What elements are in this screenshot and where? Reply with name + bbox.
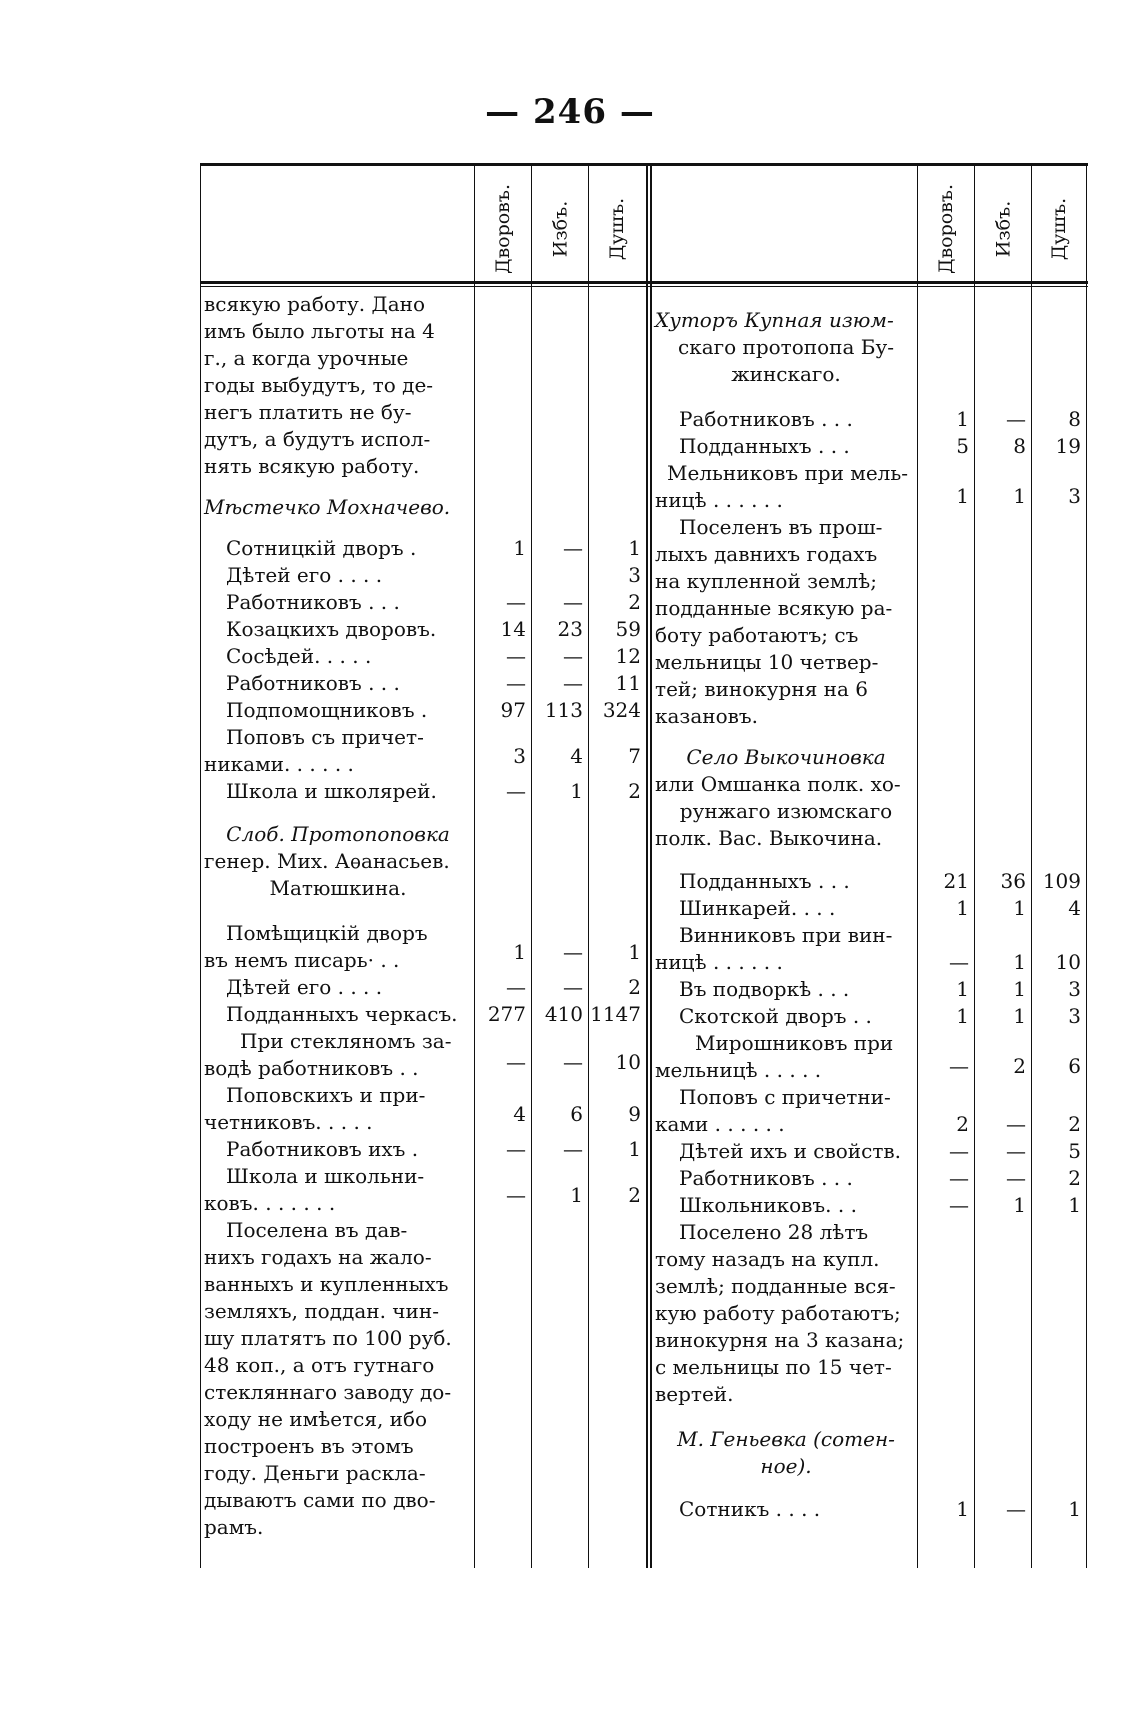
kupnaya-note-line: тей; винокурня на 6 — [655, 677, 868, 701]
shkola-row-dvorov: — — [506, 779, 526, 803]
vykochinovka-row-dvorov: 1 — [956, 1004, 969, 1028]
header-izb-right: Избъ. — [992, 200, 1014, 258]
mohnachevo-row-dvorov: 97 — [500, 698, 526, 722]
mohnachevo-row-dush: 3 — [628, 563, 641, 587]
kupnaya-note-line: казановъ. — [655, 704, 758, 728]
closing-note-line: году. Деньги раскла- — [204, 1461, 426, 1485]
genevka-row-dush: 1 — [1068, 1497, 1081, 1521]
miroshnik-row-izb: 2 — [1013, 1054, 1026, 1078]
steklo-row-dush: 10 — [615, 1050, 641, 1074]
pomeshchik-line: въ немъ писарь· . . — [204, 948, 400, 972]
rabotnikov-row-label: Работниковъ ихъ . — [226, 1137, 419, 1161]
table-right-rule — [1086, 163, 1087, 1568]
rabotnikov-row-dush: 1 — [628, 1137, 641, 1161]
mohnachevo-row-dush: 11 — [615, 671, 641, 695]
popov-line: Поповъ с причетни- — [679, 1085, 891, 1109]
place-heading: рунжаго изюмскаго — [679, 799, 893, 823]
mohnachevo-row-izb: — — [563, 590, 583, 614]
vinnik-row-izb: 1 — [1013, 950, 1026, 974]
closing-note-line: рамъ. — [204, 1515, 264, 1539]
vykochinovka-row-label: Подданныхъ . . . — [679, 869, 850, 893]
place-heading: или Омшанка полк. хо- — [655, 772, 901, 796]
miroshnik-line: мельницѣ . . . . . — [655, 1058, 822, 1082]
protopopovka-row-dush: 1147 — [590, 1002, 641, 1026]
place-heading: Хуторъ Купная изюм- — [655, 308, 894, 332]
vinnik-line: ницѣ . . . . . . — [655, 950, 783, 974]
vykochinovka-row-izb: 1 — [1013, 1193, 1026, 1217]
popovskih-line: четниковъ. . . . . — [204, 1110, 373, 1134]
vykochinovka-row-dush: 3 — [1068, 977, 1081, 1001]
closing-note-line: ходу не имѣется, ибо — [204, 1407, 428, 1431]
vykochinovka-note-line: вертей. — [655, 1382, 734, 1406]
mohnachevo-row-dush: 2 — [628, 590, 641, 614]
shkola2-line: Школа и школьни- — [226, 1164, 425, 1188]
place-heading: генер. Мих. Аѳанасьев. — [204, 849, 450, 873]
vykochinovka-row-dvorov: 1 — [956, 896, 969, 920]
shkola2-row-izb: 1 — [570, 1183, 583, 1207]
place-heading: скаго протопопа Бу- — [678, 335, 894, 359]
col-rule — [917, 163, 918, 1568]
pomeshchik-row-dvorov: 1 — [513, 940, 526, 964]
intro-text-line: негъ платить не бу- — [204, 400, 412, 424]
steklo-row-izb: — — [563, 1050, 583, 1074]
popov-row-izb: 4 — [570, 744, 583, 768]
closing-note-line: шу платятъ по 100 руб. — [204, 1326, 452, 1350]
pomeshchik-row-izb: — — [563, 940, 583, 964]
vykochinovka-row-izb: 1 — [1013, 896, 1026, 920]
closing-note-line: земляхъ, поддан. чин- — [204, 1299, 439, 1323]
place-heading: Матюшкина. — [269, 876, 407, 900]
mohnachevo-row-izb: 23 — [557, 617, 583, 641]
header-dvorov-right: Дворовъ. — [935, 183, 958, 275]
header-rule-thin — [200, 286, 1088, 287]
place-heading: ное). — [760, 1454, 812, 1478]
rabotnikov-row-dvorov: — — [506, 1137, 526, 1161]
vykochinovka-row-dush: 5 — [1068, 1139, 1081, 1163]
popov-line: Поповъ съ причет- — [226, 725, 424, 749]
place-heading: жинскаго. — [731, 362, 841, 386]
kupnaya-row-dush: 8 — [1068, 407, 1081, 431]
vykochinovka-row-label: Шинкарей. . . . — [679, 896, 836, 920]
vykochinovka-row-izb: 36 — [1000, 869, 1026, 893]
melnik-row-izb: 1 — [1013, 484, 1026, 508]
mohnachevo-row-label: Работниковъ . . . — [226, 590, 400, 614]
intro-text-line: нять всякую работу. — [204, 454, 420, 478]
popov-row-dush: 2 — [1068, 1112, 1081, 1136]
miroshnik-row-dvorov: — — [949, 1054, 969, 1078]
miroshnik-row-dush: 6 — [1068, 1054, 1081, 1078]
closing-note-line: нихъ годахъ на жало- — [204, 1245, 432, 1269]
col-rule — [1031, 163, 1032, 1568]
kupnaya-row-label: Подданныхъ . . . — [679, 434, 850, 458]
pomeshchik-line: Помѣщицкій дворъ — [226, 921, 428, 945]
header-izb-left: Избъ. — [549, 200, 571, 258]
page-number: — 246 — — [485, 92, 655, 132]
mohnachevo-row-izb: — — [563, 671, 583, 695]
header-dush-right: Душъ. — [1048, 197, 1071, 261]
col-rule — [588, 163, 589, 1568]
genevka-row-izb: — — [1006, 1497, 1026, 1521]
kupnaya-note-line: мельницы 10 четвер- — [655, 650, 879, 674]
genevka-row-label: Сотникъ . . . . — [679, 1497, 821, 1521]
kupnaya-row-dvorov: 1 — [956, 407, 969, 431]
intro-text-line: годы выбудутъ, то де- — [204, 373, 434, 397]
melnik-row-dush: 3 — [1068, 484, 1081, 508]
protopopovka-row-dvorov: — — [506, 975, 526, 999]
col-rule — [474, 163, 475, 1568]
table-top-rule — [200, 163, 1088, 166]
protopopovka-row-dvorov: 277 — [487, 1002, 526, 1026]
place-heading: Село Выкочиновка — [686, 745, 886, 769]
kupnaya-row-dvorov: 5 — [956, 434, 969, 458]
mohnachevo-row-label: Работниковъ . . . — [226, 671, 400, 695]
protopopovka-row-label: Подданныхъ черкасъ. — [226, 1002, 458, 1026]
mohnachevo-row-label: Козацкихъ дворовъ. — [226, 617, 437, 641]
mohnachevo-row-izb: 113 — [544, 698, 583, 722]
vykochinovka-row-izb: 1 — [1013, 977, 1026, 1001]
vykochinovka-row-dvorov: — — [949, 1193, 969, 1217]
col-rule — [974, 163, 975, 1568]
mohnachevo-row-dvorov: — — [506, 644, 526, 668]
shkola-row-izb: 1 — [570, 779, 583, 803]
kupnaya-note-line: Поселенъ въ прош- — [679, 515, 883, 539]
intro-text-line: г., а когда урочные — [204, 346, 409, 370]
popovskih-row-dush: 9 — [628, 1102, 641, 1126]
mohnachevo-row-label: Сосѣдей. . . . . — [226, 644, 372, 668]
vykochinovka-row-label: Работниковъ . . . — [679, 1166, 853, 1190]
vykochinovka-note-line: землѣ; подданные вся- — [655, 1274, 896, 1298]
shkola2-line: ковъ. . . . . . . — [204, 1191, 336, 1215]
table-left-rule — [200, 163, 201, 1568]
protopopovka-row-label: Дѣтей его . . . . — [226, 975, 383, 999]
mohnachevo-row-label: Сотницкій дворъ . — [226, 536, 417, 560]
header-dush-left: Душъ. — [606, 197, 629, 261]
kupnaya-row-izb: 8 — [1013, 434, 1026, 458]
kupnaya-note-line: подданные всякую ра- — [655, 596, 893, 620]
mohnachevo-row-dush: 59 — [615, 617, 641, 641]
shkola-row-label: Школа и школярей. — [226, 779, 437, 803]
genevka-row-dvorov: 1 — [956, 1497, 969, 1521]
pomeshchik-row-dush: 1 — [628, 940, 641, 964]
protopopovka-row-dush: 2 — [628, 975, 641, 999]
vykochinovka-row-label: Въ подворкѣ . . . — [679, 977, 850, 1001]
miroshnik-line: Мирошниковъ при — [695, 1031, 894, 1055]
vinnik-line: Винниковъ при вин- — [679, 923, 893, 947]
center-double-rule — [646, 163, 652, 1568]
melnik-row-dvorov: 1 — [956, 484, 969, 508]
vykochinovka-row-izb: — — [1006, 1139, 1026, 1163]
protopopovka-row-izb: 410 — [544, 1002, 583, 1026]
closing-note-line: стекляннаго заводу до- — [204, 1380, 452, 1404]
mohnachevo-row-dvorov: — — [506, 671, 526, 695]
vykochinovka-note-line: Поселено 28 лѣтъ — [679, 1220, 869, 1244]
vykochinovka-note-line: с мельницы по 15 чет- — [655, 1355, 892, 1379]
vykochinovka-note-line: кую работу работаютъ; — [655, 1301, 901, 1325]
place-heading: полк. Вас. Выкочина. — [655, 826, 883, 850]
vykochinovka-row-dush: 3 — [1068, 1004, 1081, 1028]
rabotnikov-row-izb: — — [563, 1137, 583, 1161]
mohnachevo-row-label: Подпомощниковъ . — [226, 698, 428, 722]
header-dvorov-left: Дворовъ. — [492, 183, 515, 275]
kupnaya-note-line: боту работаютъ; съ — [655, 623, 859, 647]
register-table — [200, 163, 1088, 1568]
popov-line: ками . . . . . . — [655, 1112, 785, 1136]
vykochinovka-row-dvorov: 1 — [956, 977, 969, 1001]
intro-text-line: всякую работу. Дано — [204, 292, 426, 316]
kupnaya-note-line: лыхъ давнихъ годахъ — [655, 542, 878, 566]
mohnachevo-row-dvorov: 1 — [513, 536, 526, 560]
intro-text-line: дутъ, а будутъ испол- — [204, 427, 431, 451]
closing-note-line: 48 коп., а отъ гутнаго — [204, 1353, 435, 1377]
popov-row-izb: — — [1006, 1112, 1026, 1136]
place-heading: М. Геньевка (сотен- — [677, 1427, 895, 1451]
popovskih-row-dvorov: 4 — [513, 1102, 526, 1126]
melnik-line: Мельниковъ при мель- — [667, 461, 909, 485]
vykochinovka-row-dush: 2 — [1068, 1166, 1081, 1190]
kupnaya-note-line: на купленной землѣ; — [655, 569, 877, 593]
place-heading: Слоб. Протопоповка — [226, 822, 450, 846]
popovskih-line: Поповскихъ и при- — [226, 1083, 426, 1107]
vykochinovka-row-dush: 4 — [1068, 896, 1081, 920]
mohnachevo-row-dush: 324 — [602, 698, 641, 722]
vykochinovka-row-izb: 1 — [1013, 1004, 1026, 1028]
melnik-line: ницѣ . . . . . . — [655, 488, 783, 512]
vykochinovka-row-dvorov: — — [949, 1139, 969, 1163]
mohnachevo-row-dvorov: — — [506, 590, 526, 614]
closing-note-line: ванныхъ и купленныхъ — [204, 1272, 449, 1296]
steklo-line: При стекляномъ за- — [240, 1029, 452, 1053]
popov-line: никами. . . . . . — [204, 752, 354, 776]
place-heading: Мѣстечко Мохначево. — [204, 495, 451, 519]
shkola-row-dush: 2 — [628, 779, 641, 803]
popov-row-dvorov: 2 — [956, 1112, 969, 1136]
vykochinovka-row-label: Скотской дворъ . . — [679, 1004, 872, 1028]
mohnachevo-row-izb: — — [563, 644, 583, 668]
kupnaya-row-dush: 19 — [1055, 434, 1081, 458]
mohnachevo-row-dush: 1 — [628, 536, 641, 560]
steklo-line: водѣ работниковъ . . — [204, 1056, 419, 1080]
col-rule — [531, 163, 532, 1568]
vykochinovka-row-dvorov: — — [949, 1166, 969, 1190]
vykochinovka-row-dush: 109 — [1042, 869, 1081, 893]
closing-note-line: дываютъ сами по дво- — [204, 1488, 436, 1512]
mohnachevo-row-dvorov: 14 — [500, 617, 526, 641]
vykochinovka-note-line: тому назадъ на купл. — [655, 1247, 880, 1271]
vykochinovka-row-dvorov: 21 — [943, 869, 969, 893]
mohnachevo-row-dush: 12 — [615, 644, 641, 668]
vykochinovka-note-line: винокурня на 3 казана; — [655, 1328, 905, 1352]
kupnaya-row-label: Работниковъ . . . — [679, 407, 853, 431]
popovskih-row-izb: 6 — [570, 1102, 583, 1126]
vinnik-row-dush: 10 — [1055, 950, 1081, 974]
mohnachevo-row-izb: — — [563, 536, 583, 560]
mohnachevo-row-label: Дѣтей его . . . . — [226, 563, 383, 587]
shkola2-row-dvorov: — — [506, 1183, 526, 1207]
vykochinovka-row-dush: 1 — [1068, 1193, 1081, 1217]
vinnik-row-dvorov: — — [949, 950, 969, 974]
closing-note-line: Поселена въ дав- — [226, 1218, 408, 1242]
shkola2-row-dush: 2 — [628, 1183, 641, 1207]
steklo-row-dvorov: — — [506, 1050, 526, 1074]
intro-text-line: имъ было льготы на 4 — [204, 319, 435, 343]
vykochinovka-row-label: Школьниковъ. . . — [679, 1193, 857, 1217]
popov-row-dvorov: 3 — [513, 744, 526, 768]
closing-note-line: построенъ въ этомъ — [204, 1434, 414, 1458]
protopopovka-row-izb: — — [563, 975, 583, 999]
vykochinovka-row-label: Дѣтей ихъ и свойств. — [679, 1139, 902, 1163]
popov-row-dush: 7 — [628, 744, 641, 768]
vykochinovka-row-izb: — — [1006, 1166, 1026, 1190]
kupnaya-row-izb: — — [1006, 407, 1026, 431]
